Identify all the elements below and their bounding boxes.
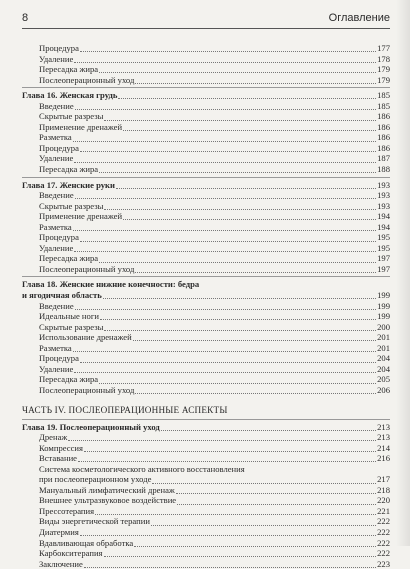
divider [22,419,390,420]
toc-entry[interactable]: Введение 193 [39,190,390,201]
toc-entry[interactable]: Внешнее ультразвуковое воздействие 220 [39,495,390,506]
divider [22,177,390,178]
toc-entry[interactable]: Процедура 195 [39,232,390,243]
toc-chapter-17[interactable]: Глава 17. Женские руки 193 [22,179,390,190]
toc-entry[interactable]: Процедура 204 [39,353,390,364]
toc-entry[interactable]: Заключение 223 [39,558,390,569]
toc-entry[interactable]: Скрытые разрезы 200 [39,321,390,332]
toc-entry[interactable]: Пересадка жира 188 [39,164,390,175]
table-of-contents [22,43,390,569]
toc-entry[interactable]: Послеоперационный уход 179 [39,74,390,85]
toc-entry[interactable]: Пересадка жира 179 [39,64,390,75]
toc-chapter-18-line1[interactable]: Глава 18. Женские нижние конечности: бедра [22,279,200,290]
toc-entry[interactable]: Дренаж 213 [39,432,390,443]
toc-entry[interactable]: Идеальные ноги 199 [39,311,390,322]
toc-entry[interactable]: Компрессия 214 [39,442,390,453]
toc-chapter-16[interactable]: Глава 16. Женская грудь 185 [22,90,390,101]
page-edge-shadow [396,0,410,546]
toc-entry[interactable]: Пересадка жира 197 [39,253,390,264]
toc-entry[interactable]: Использование дренажей 201 [39,332,390,343]
toc-entry[interactable]: Применение дренажей 194 [39,211,390,222]
toc-entry[interactable]: Пересадка жира 205 [39,374,390,385]
toc-entry[interactable]: Вставание 216 [39,453,390,464]
toc-entry-line1[interactable]: Система косметологического активного восстановления [39,463,245,474]
page-number: 8 [22,12,29,24]
toc-part-4[interactable]: ЧАСТЬ IV. ПОСЛЕОПЕРАЦИОННЫЕ АСПЕКТЫ [22,404,228,415]
toc-chapter-18[interactable]: и ягодичная область 199 [22,290,390,301]
toc-entry[interactable]: Мануальный лимфатический дренаж 218 [39,484,390,495]
toc-entry[interactable]: Процедура 177 [39,43,390,53]
toc-entry[interactable]: Разметка 201 [39,342,390,353]
toc-entry[interactable]: Скрытые разрезы 186 [39,111,390,122]
toc-entry[interactable]: Удаление 195 [39,242,390,253]
toc-entry[interactable]: Введение 185 [39,100,390,111]
toc-chapter-19[interactable]: Глава 19. Послеоперационный уход 213 [22,421,390,432]
toc-entry[interactable]: Разметка 194 [39,221,390,232]
toc-entry[interactable]: Разметка 186 [39,132,390,143]
toc-entry[interactable]: Послеоперационный уход 206 [39,384,390,395]
toc-entry[interactable]: Карбокситерапия 222 [39,548,390,559]
toc-entry[interactable]: Удаление 204 [39,363,390,374]
divider [22,87,390,88]
running-title: Оглавление [328,12,390,24]
divider [22,276,390,277]
toc-entry[interactable]: Виды энергетической терапии 222 [39,516,390,527]
toc-entry[interactable]: Введение 199 [39,300,390,311]
toc-entry[interactable]: Послеоперационный уход 197 [39,263,390,274]
toc-entry[interactable]: Удаление 178 [39,53,390,64]
toc-entry[interactable]: Скрытые разрезы 193 [39,200,390,211]
toc-entry[interactable]: при послеоперационном уходе 217 [39,474,390,485]
toc-entry[interactable]: Вдавливающая обработка 222 [39,537,390,548]
toc-entry[interactable]: Диатермия 222 [39,526,390,537]
page-header [22,10,390,30]
header-rule [22,28,390,29]
toc-entry[interactable]: Прессотерапия 221 [39,505,390,516]
toc-entry[interactable]: Применение дренажей 186 [39,121,390,132]
toc-entry[interactable]: Удаление 187 [39,153,390,164]
toc-entry[interactable]: Процедура 186 [39,142,390,153]
